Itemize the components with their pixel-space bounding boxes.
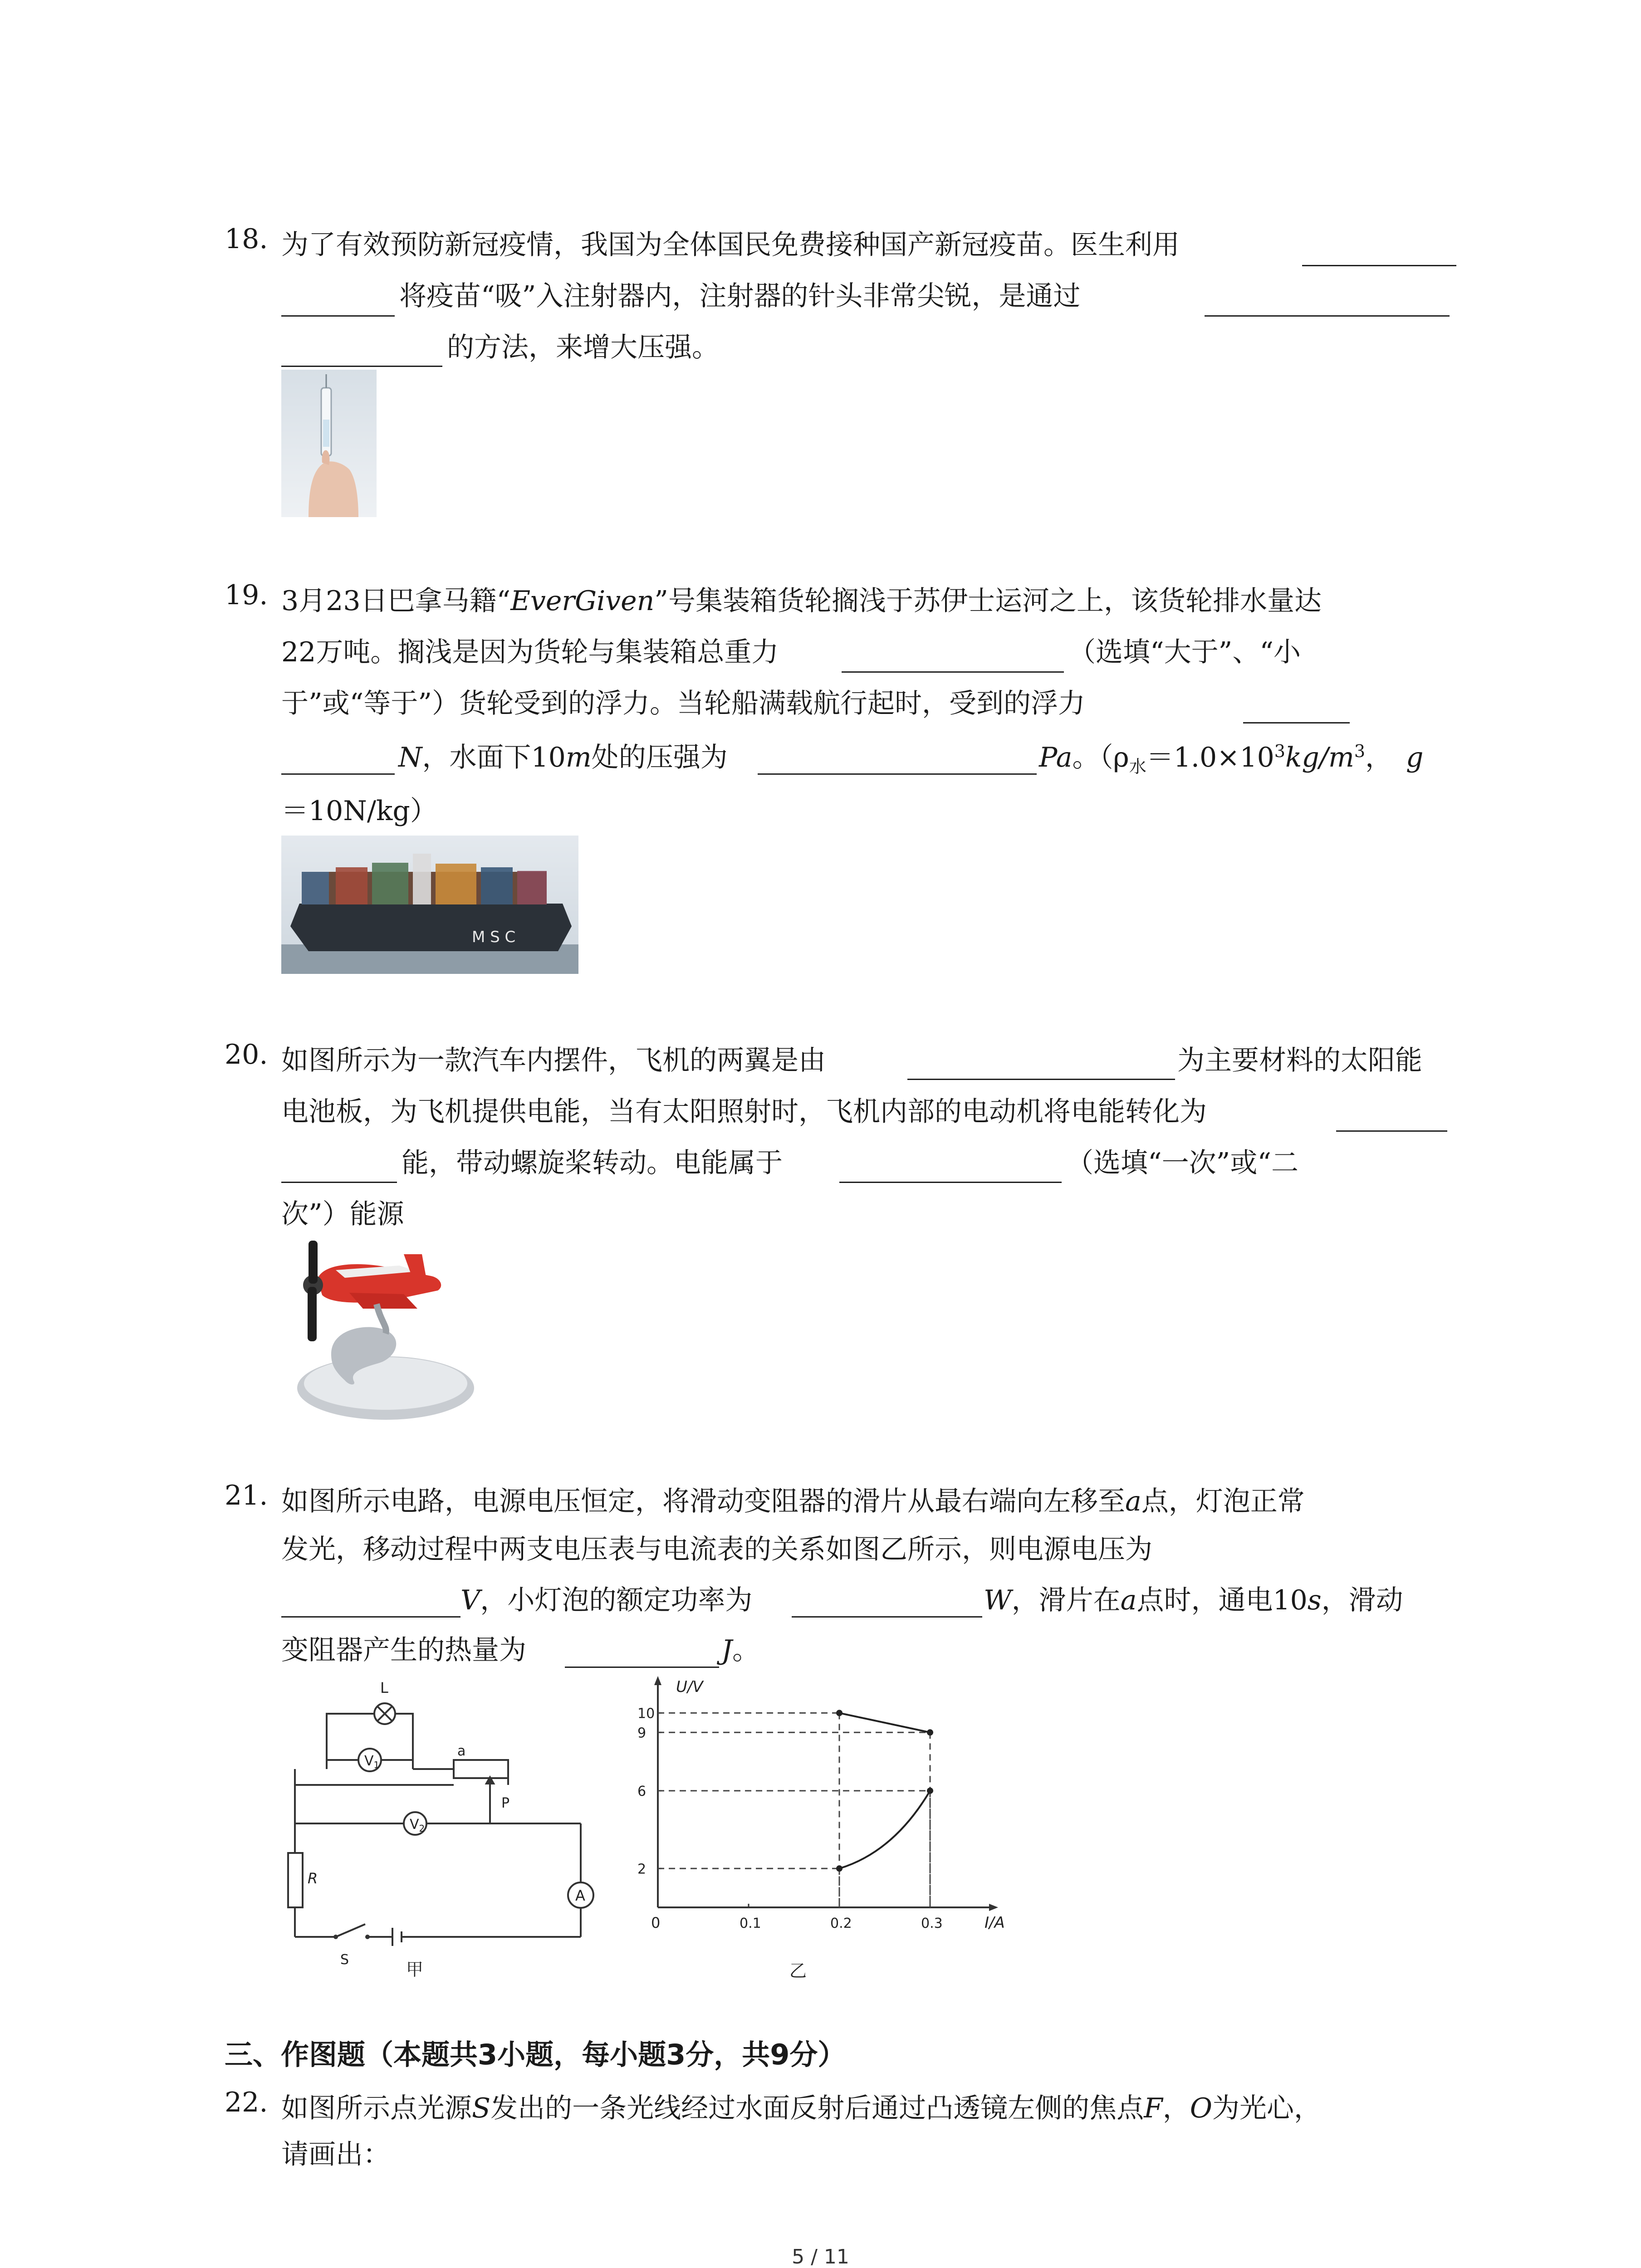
q18-blank2b[interactable] (281, 366, 442, 367)
q21-number: 21. (225, 1480, 268, 1511)
x-axis-label: I/A (985, 1914, 1005, 1932)
y-tick-label: 6 (637, 1783, 647, 1799)
ship-hull-text: M S C (472, 928, 516, 946)
data-point (836, 1865, 843, 1872)
v2-label: $V_2$ (410, 1817, 425, 1834)
q19-line4: N，水面下10m处的压强为 (398, 742, 728, 773)
q21-line1: 如图所示电路，电源电压恒定，将滑动变阻器的滑片从最右端向左移至a点，灯泡正常 (281, 1486, 1305, 1517)
q21-blank3[interactable] (565, 1667, 719, 1668)
y-axis-label: U/V (676, 1678, 703, 1696)
y-tick-label: 9 (637, 1725, 647, 1741)
q21-line4b: J。 (721, 1634, 760, 1666)
q20-blank1[interactable] (907, 1079, 1175, 1080)
q18-line3: 的方法，来增大压强。 (447, 332, 719, 363)
q20-number: 20. (225, 1039, 268, 1070)
circuit-diagram (272, 1674, 599, 1982)
series-line-1 (839, 1713, 930, 1732)
q20-line2: 电池板，为飞机提供电能，当有太阳照射时，飞机内部的电动机将电能转化为 (281, 1096, 1207, 1128)
q22-number: 22. (225, 2087, 268, 2118)
lamp-label: L (380, 1679, 388, 1696)
q20-blank3[interactable] (839, 1182, 1062, 1183)
q19-line1: 3月23日巴拿马籍“EverGiven”号集装箱货轮搁浅于苏伊士运河之上，该货轮排水量达 (281, 585, 1322, 617)
q19-blank2b[interactable] (281, 773, 395, 775)
cargo-ship-image (281, 836, 578, 974)
data-point (927, 1788, 933, 1794)
q19-number: 19. (225, 579, 268, 611)
airplane-ornament-image (281, 1236, 481, 1422)
data-point (836, 1710, 843, 1716)
q20-line3a: 能，带动螺旋桨转动。电能属于 (402, 1147, 783, 1179)
q21-line4a: 变阻器产生的热量为 (281, 1634, 526, 1666)
x-tick-label: 0.2 (830, 1916, 852, 1931)
slider-end-a-label: a (457, 1743, 466, 1759)
q18-number: 18. (225, 223, 268, 255)
q19-blank2a[interactable] (1243, 722, 1350, 723)
q20-line1a: 如图所示为一款汽车内摆件，飞机的两翼是由 (281, 1045, 826, 1076)
q18-line2: 将疫苗“吸”入注射器内，注射器的针头非常尖锐，是通过 (399, 280, 1081, 312)
x-tick-label: 0.3 (921, 1916, 943, 1931)
syringe-image (281, 370, 377, 517)
ui-graph (626, 1674, 1025, 1982)
q19-line2b: （选填“大于”、“小 (1068, 636, 1301, 668)
y-tick-label: 10 (637, 1706, 655, 1722)
q18-blank1a[interactable] (1302, 265, 1456, 266)
q20-blank2a[interactable] (1336, 1130, 1447, 1132)
q20-line1b: 为主要材料的太阳能 (1177, 1045, 1422, 1076)
data-point (927, 1729, 933, 1735)
v1-label: $V_1$ (364, 1753, 380, 1770)
q19-line5: ＝10N/kg） (281, 795, 437, 827)
q21-line3a: V，小灯泡的额定功率为 (460, 1584, 753, 1616)
q19-blank1[interactable] (842, 671, 1064, 673)
origin-label: 0 (651, 1914, 661, 1931)
q19-line2a: 22万吨。搁浅是因为货轮与集装箱总重力 (281, 636, 779, 668)
page-number: 5 / 11 (792, 2245, 849, 2268)
q20-line3b: （选填“一次”或“二 (1066, 1147, 1299, 1179)
ammeter-label: A (575, 1887, 585, 1904)
section-3-heading: 三、作图题（本题共3小题，每小题3分，共9分） (225, 2038, 846, 2071)
q22-line1: 如图所示点光源S发出的一条光线经过水面反射后通过凸透镜左侧的焦点F，O为光心， (281, 2092, 1321, 2124)
q22-line2: 请画出： (281, 2139, 390, 2170)
q18-line1: 为了有效预防新冠疫情，我国为全体国民免费接种国产新冠疫苗。医生利用 (281, 229, 1180, 261)
resistor-r-label: R (308, 1870, 318, 1887)
q21-blank1[interactable] (281, 1616, 460, 1618)
q19-line3: 于”或“等于”）货轮受到的浮力。当轮船满载航行起时，受到的浮力 (281, 688, 1086, 719)
q20-line4: 次”）能源 (281, 1198, 404, 1230)
series-line-2 (839, 1791, 930, 1868)
q21-line2: 发光，移动过程中两支电压表与电流表的关系如图乙所示，则电源电压为 (281, 1534, 1152, 1565)
q19-blank3[interactable] (758, 773, 1037, 775)
q18-blank1b[interactable] (281, 315, 395, 317)
x-tick-label: 0.1 (740, 1916, 761, 1931)
q18-blank2a[interactable] (1205, 315, 1450, 317)
y-tick-label: 2 (637, 1861, 647, 1877)
q21-line3b: W，滑片在a点时，通电10s，滑动 (984, 1584, 1403, 1616)
slider-p-label: P (501, 1795, 510, 1811)
q21-blank2[interactable] (792, 1616, 982, 1618)
q19-line4-units: Pa。（$\rho_水=1.0\times 10^3kg/m^3$， g (1039, 741, 1424, 777)
circuit-caption: 甲 (406, 1960, 424, 1980)
q20-blank2b[interactable] (281, 1182, 397, 1183)
switch-s-label: S (340, 1952, 349, 1968)
graph-caption: 乙 (789, 1961, 807, 1981)
